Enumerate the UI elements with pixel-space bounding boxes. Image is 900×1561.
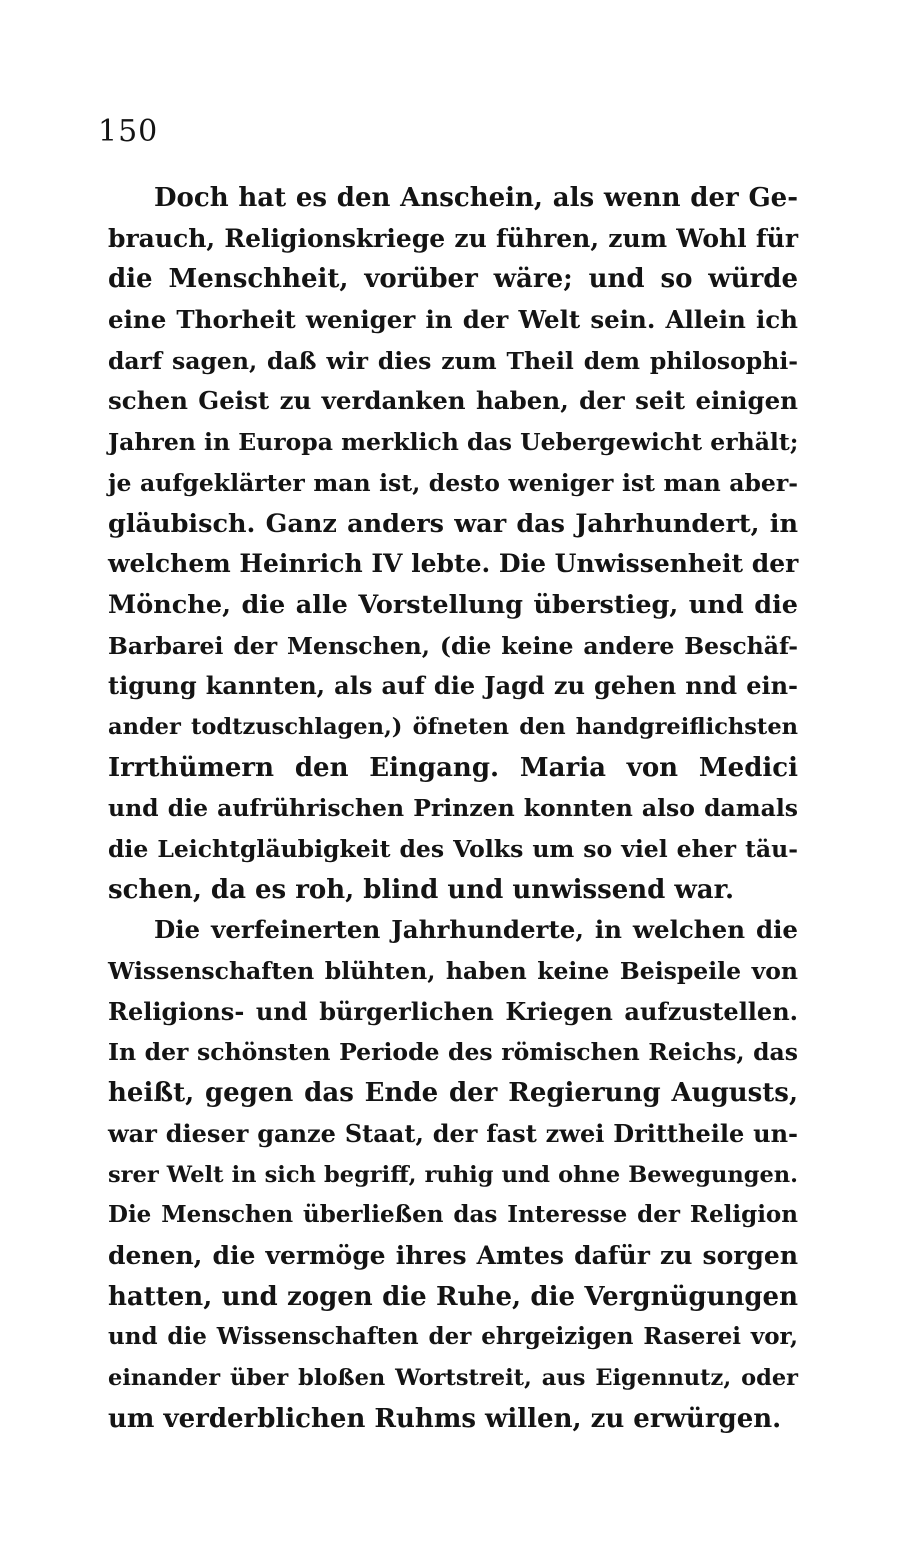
text-line: schen, da es roh, blind und unwissend war. <box>108 874 734 905</box>
text-line: einander über bloßen Wortstreit, aus Eigennutz, oder <box>108 1364 798 1391</box>
text-line: eine Thorheit weniger in der Welt sein. Allein ich <box>108 305 798 335</box>
text-line: Die Menschen überließen das Interesse der Religion <box>108 1201 798 1229</box>
text-line: Mönche, die alle Vorstellung überstieg, und die <box>108 589 798 620</box>
text-line: Jahren in Europa merklich das Uebergewicht erhält; <box>108 428 799 457</box>
paragraph-2 <box>108 910 798 1439</box>
text-line: Barbarei der Menschen, (die keine andere Beschäf- <box>108 631 798 660</box>
text-line: welchem Heinrich IV lebte. Die Unwissenheit der <box>108 549 799 579</box>
text-line: je aufgeklärter man ist, desto weniger ist man aber- <box>108 468 798 497</box>
text-line: darf sagen, daß wir dies zum Theil dem philosophi- <box>108 346 798 375</box>
text-line: denen, die vermöge ihres Amtes dafür zu sorgen <box>108 1240 798 1270</box>
text-line: schen Geist zu verdanken haben, der seit einigen <box>108 386 798 416</box>
text-line: tigung kannten, als auf die Jagd zu gehen nnd ein- <box>108 671 798 701</box>
text-line: Wissenschaften blühten, haben keine Beispeile von <box>108 957 798 986</box>
page-number: 150 <box>98 114 159 149</box>
text-line: hatten, und zogen die Ruhe, die Vergnügungen <box>108 1281 798 1312</box>
body-text <box>108 178 798 1439</box>
text-line: die Leichtgläubigkeit des Volks um so viel eher täu- <box>108 835 798 863</box>
text-line: Doch hat es den Anschein, als wenn der Ge- <box>154 183 798 213</box>
text-line: gläubisch. Ganz anders war das Jahrhundert, in <box>108 508 798 539</box>
text-line: war dieser ganze Staat, der fast zwei Drittheile un- <box>108 1118 798 1148</box>
text-line: brauch, Religionskriege zu führen, zum Wohl für <box>108 223 798 253</box>
text-line: Religions- und bürgerlichen Kriegen aufzustellen. <box>108 996 798 1026</box>
paragraph-1 <box>108 178 798 910</box>
text-line: Irrthümern den Eingang. Maria von Medici <box>108 752 798 783</box>
text-line: ander todtzuschlagen,) öfneten den handgreiflichsten <box>108 713 798 740</box>
text-line: heißt, gegen das Ende der Regierung Augusts, <box>108 1078 798 1109</box>
text-line: und die aufrührischen Prinzen konnten also damals <box>108 794 798 823</box>
text-line: die Menschheit, vorüber wäre; und so würde <box>108 264 798 295</box>
text-line: um verderblichen Ruhms willen, zu erwürgen. <box>108 1403 782 1434</box>
text-line: srer Welt in sich begriff, ruhig und ohne Bewegungen. <box>108 1161 798 1188</box>
text-line: und die Wissenschaften der ehrgeizigen Raserei vor, <box>108 1323 798 1351</box>
text-line: In der schönsten Periode des römischen Reichs, das <box>108 1038 798 1067</box>
text-line: Die verfeinerten Jahrhunderte, in welchen die <box>154 915 798 945</box>
